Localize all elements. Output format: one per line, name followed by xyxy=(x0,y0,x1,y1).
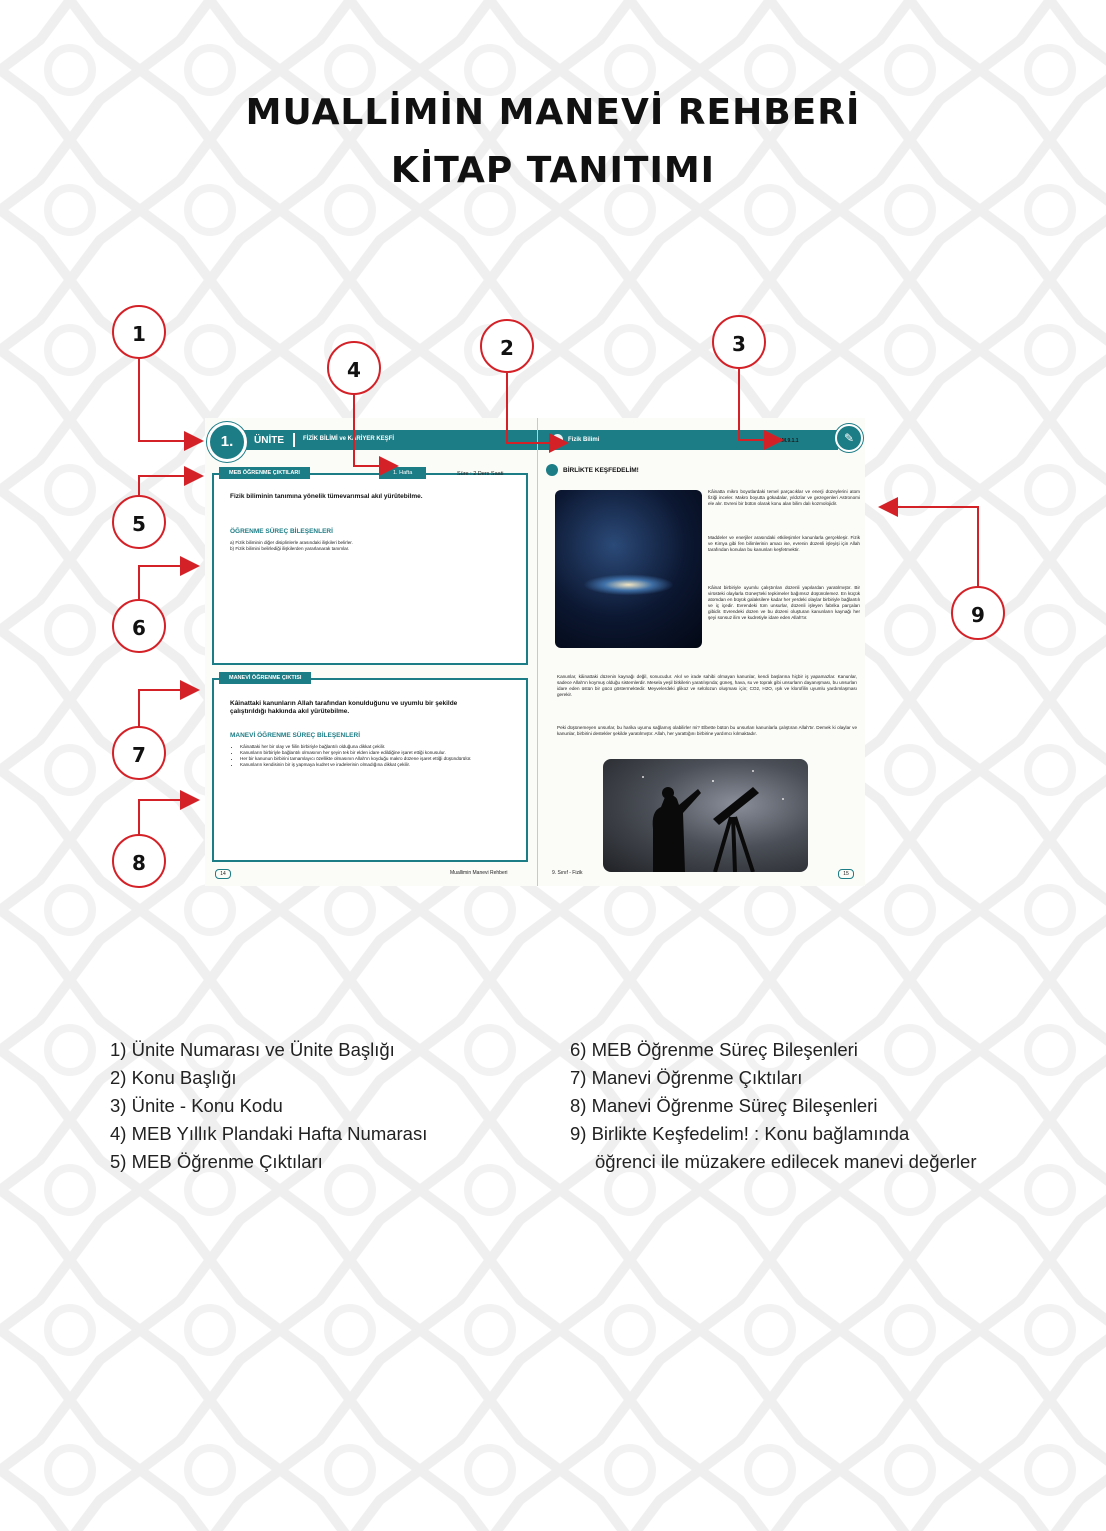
marker-6: 6 xyxy=(112,599,166,653)
meb-outcomes-tab: MEB ÖĞRENME ÇIKTILARI xyxy=(219,467,310,479)
component-item: a) Fizik biliminin diğer disiplinlerle arasındaki ilişkileri belirler. xyxy=(230,540,353,545)
unit-label: ÜNİTE xyxy=(254,435,284,446)
arrow-1 xyxy=(139,358,200,441)
legend-item: 3) Ünite - Konu Kodu xyxy=(110,1095,283,1116)
discover-paragraph: Maddeler ve enerjiler arasındaki etkileşimler kanunlarla gerçekleşir. Fizik ve Kimya gibi fen bilimlerinin amacı ise, evrenin düzenli işleyişi için Allah tarafından konulan bu kanunları keşfetmektir. xyxy=(708,535,860,552)
list-item: • Kâinattaki her bir olay ve fiilin birbiriyle bağlantılı olduğuna dikkat çekilir. xyxy=(240,744,520,750)
feather-icon: ✎ xyxy=(835,424,863,452)
component-item: b) Fizik bilimini belirlediği ilişkilerden yararlanarak tanımlar. xyxy=(230,546,350,551)
marker-1: 1 xyxy=(112,305,166,359)
legend-item: 9) Birlikte Keşfedelim! : Konu bağlamında xyxy=(570,1123,910,1144)
marker-9: 9 xyxy=(951,586,1005,640)
arrow-9 xyxy=(882,507,978,588)
unit-number: 1. xyxy=(207,422,247,462)
marker-4: 4 xyxy=(327,341,381,395)
legend-item: 5) MEB Öğrenme Çıktıları xyxy=(110,1151,323,1172)
discover-paragraph: Peki düşünemeyen unsurlar, bu harika uyumu sağlamış olabilirler mi? Elbette bütün bu unsurları kanunlarla çalıştıran Allah'tır. Demek ki olaylar ve kanunlar, birbirini destekler şekilde yaratılmıştır. Allah, her yarattığını birbirine yardımcı kılmaktadır. xyxy=(557,725,857,736)
arrow-5 xyxy=(139,476,200,497)
topic-code: F.M.9.1.1 xyxy=(778,438,799,444)
discover-paragraph: Kâinatta mikro boyutlardaki temel parçacıklar ve enerji düzeylerini atom fiziği inceler. Makro boyutta gökadalar, yıldızlar ve gezegenleri Astronomi ele alır. Evreni bir bütün olarak konu alan bilim dalı kozmolojidir. xyxy=(708,489,860,506)
list-item: • Kanunların birbiriyle bağlantılı olmasının her şeyin tek bir elden idare edildiğine işaret ettiği konusulur. xyxy=(240,750,520,756)
arrow-2 xyxy=(507,373,565,443)
week-tab: 1. Hafta xyxy=(379,467,426,479)
left-footer: Muallimin Manevi Rehberi xyxy=(450,870,508,876)
legend-item: 2) Konu Başlığı xyxy=(110,1067,237,1088)
page-subtitle: KİTAP TANITIMI xyxy=(390,150,716,191)
marker-3: 3 xyxy=(712,315,766,369)
marker-2: 2 xyxy=(480,319,534,373)
legend-item: 1) Ünite Numarası ve Ünite Başlığı xyxy=(110,1039,395,1060)
legend-item: 6) MEB Öğrenme Süreç Bileşenleri xyxy=(570,1039,858,1060)
spiritual-components-title: MANEVİ ÖĞRENME SÜREÇ BİLEŞENLERİ xyxy=(230,732,361,739)
list-item: • Kanunların kendisinin bir iş yapmaya kudret ve iradelerinin olmadığına dikkat çekilir. xyxy=(240,762,520,768)
spiritual-outcomes-tab: MANEVİ ÖĞRENME ÇIKTISI xyxy=(219,672,311,684)
components-title: ÖĞRENME SÜREÇ BİLEŞENLERİ xyxy=(230,528,333,535)
marker-8: 8 xyxy=(112,834,166,888)
legend-item: 4) MEB Yıllık Plandaki Hafta Numarası xyxy=(110,1123,428,1144)
right-footer: 9. Sınıf - Fizik xyxy=(552,870,583,876)
discover-paragraph: Kanunlar, kâinattaki düzenin kaynağı değil, sonucudur. Akıl ve irade sahibi olmayan kanunlar, kendi başlarına hiçbir iş yapamazlar. Kanunlar, sadece Allah'ın koymuş olduğu sistemlerdir. Mesela yeşil bitkilerin yaratılışında; güneş, hava, su ve toprak gibi unsurların dayanışması, bu unsurları idare eden üstün bir gücü göstermektedir. Meyvelerdeki glikoz ve selülozun oluşması için; CO2, H2O, ışık ve klorofilin uyumlu yardımlaşması gerekir. xyxy=(557,674,857,697)
duration-text: Süre : 2 Ders Saati xyxy=(457,471,504,477)
arrow-3 xyxy=(739,369,780,440)
arrow-6 xyxy=(139,566,196,600)
marker-5: 5 xyxy=(112,495,166,549)
left-page-number: 14 xyxy=(215,869,231,879)
marker-7: 7 xyxy=(112,726,166,780)
discover-paragraph: Kâinat birbiriyle uyumlu çalıştırılan düzenli yapılardan yaratılmıştır. Bir virüsteki olaylarla Güneş'teki tepkimeler bağımsız düşünülemez. En küçük atomdan en büyük galaksilere kadar her yerdeki olaylar birbiriyle bağlantılı ve iç içedir. Evrendeki tüm unsurlar, düzenli işleyen fabrika parçaları gibidir. Evrendeki düzen ve bu düzeni oluşturan kanunların kaynağı her şeyi sonsuz ilim ve kudretiyle idare eden Allah'tır. xyxy=(708,585,860,620)
legend-item: 7) Manevi Öğrenme Çıktıları xyxy=(570,1067,803,1088)
arrow-8 xyxy=(139,800,196,835)
right-page-number: 15 xyxy=(838,869,854,879)
page-title: MUALLİMİN MANEVİ REHBERİ xyxy=(245,92,861,133)
arrow-4 xyxy=(354,393,395,466)
legend-item: öğrenci ile müzakere edilecek manevi değerler xyxy=(595,1151,977,1172)
spiritual-outcome-line: çalıştırıldığı hakkında akıl yürütebilme. xyxy=(230,708,350,715)
discover-heading: BİRLİKTE KEŞFEDELİM! xyxy=(563,467,639,474)
unit-title: FİZİK BİLİMİ ve KARİYER KEŞFİ xyxy=(303,436,395,442)
arrow-7 xyxy=(139,690,196,727)
legend-item: 8) Manevi Öğrenme Süreç Bileşenleri xyxy=(570,1095,878,1116)
list-item: • Her bir kanunun birbirini tamamlayıcı özellikte olmasının Allah'ın koyduğu makro düzene işaret ettiği düşündürülür. xyxy=(240,756,520,762)
meb-outcome-text: Fizik biliminin tanımına yönelik tümevarımsal akıl yürütebilme. xyxy=(230,493,423,500)
spiritual-outcome-line: Kâinattaki kanunların Allah tarafından konulduğunu ve uyumlu bir şekilde xyxy=(230,700,458,707)
topic-title: Fizik Bilimi xyxy=(568,437,600,443)
